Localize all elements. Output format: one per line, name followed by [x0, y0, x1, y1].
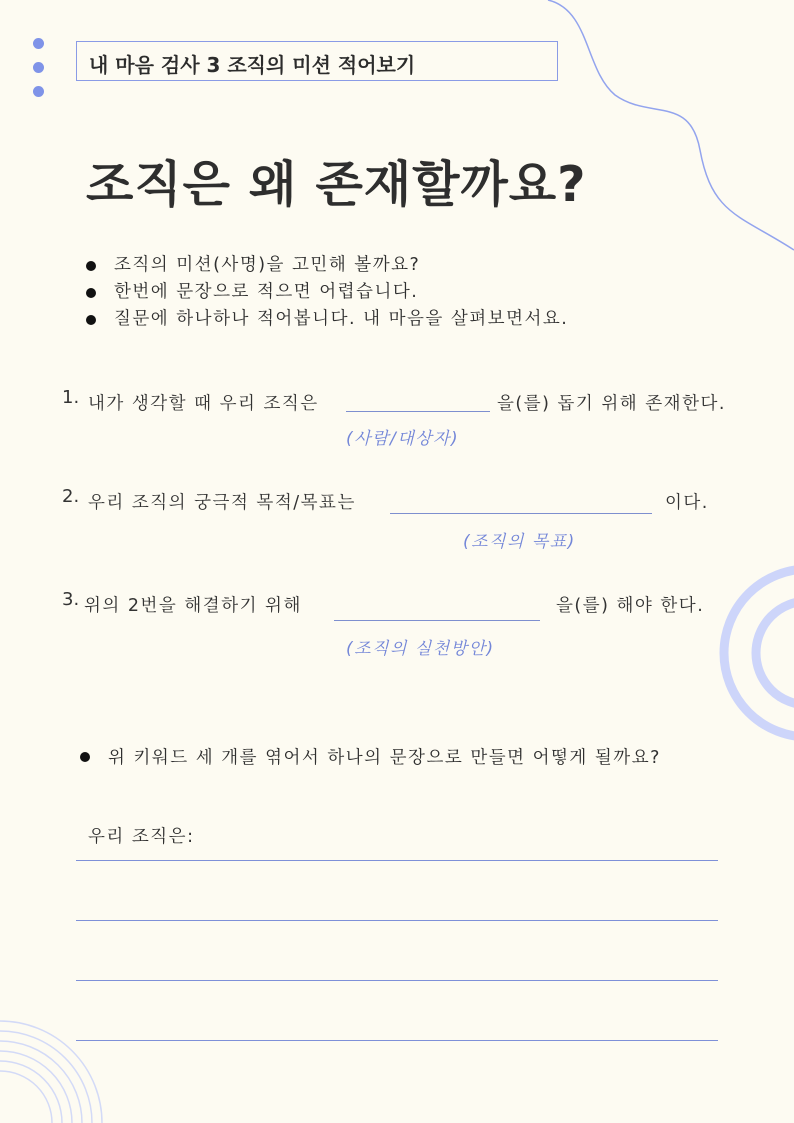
question-3-hint: (조직의 실천방안) [346, 639, 495, 659]
right-ring-inner [756, 601, 794, 705]
answer-line[interactable] [76, 920, 718, 921]
bullet-dot [80, 752, 90, 762]
question-2-suffix: 이다. [665, 493, 709, 513]
question-3-blank[interactable] [334, 620, 540, 621]
dot [33, 38, 44, 49]
summary-prompt-text: 위 키워드 세 개를 엮어서 하나의 문장으로 만들면 어떻게 될까요? [108, 748, 661, 768]
answer-line[interactable] [76, 860, 718, 861]
decorative-dots [33, 38, 44, 110]
intro-bullet [86, 252, 568, 279]
bullet-text: 조직의 미션(사명)을 고민해 볼까요? [114, 255, 421, 275]
answer-label: 우리 조직은: [88, 827, 195, 847]
question-3-suffix: 을(를) 해야 한다. [556, 596, 705, 616]
question-1-hint: (사람/대상자) [346, 429, 460, 449]
question-2-blank[interactable] [390, 513, 652, 514]
bullet-dot [86, 261, 96, 271]
bullet-dot [86, 288, 96, 298]
question-1-suffix: 을(를) 돕기 위해 존재한다. [497, 394, 726, 414]
intro-bullet [86, 279, 568, 306]
question-1-text: 내가 생각할 때 우리 조직은 [88, 394, 319, 414]
dot [33, 86, 44, 97]
summary-prompt [80, 744, 661, 769]
bullet-text: 한번에 문장으로 적으면 어렵습니다. [114, 282, 419, 302]
question-3-number: 3. [62, 589, 80, 610]
answer-line[interactable] [76, 980, 718, 981]
question-2-number: 2. [62, 486, 80, 507]
question-3-text: 위의 2번을 해결하기 위해 [84, 596, 302, 616]
intro-bullet-list [86, 252, 568, 333]
question-1-blank[interactable] [346, 411, 490, 412]
bullet-text: 질문에 하나하나 적어봅니다. 내 마음을 살펴보면서요. [114, 309, 569, 329]
bullet-dot [86, 315, 96, 325]
page-title: 조직은 왜 존재할까요? [86, 156, 587, 213]
header-label-box [76, 41, 558, 81]
bottom-left-arcs [0, 1021, 102, 1123]
question-1-number: 1. [62, 387, 80, 408]
answer-line[interactable] [76, 1040, 718, 1041]
dot [33, 62, 44, 73]
header-label: 내 마음 검사 3 조직의 미션 적어보기 [89, 53, 416, 77]
intro-bullet [86, 306, 568, 333]
question-2-hint: (조직의 목표) [463, 532, 576, 552]
question-2-text: 우리 조직의 궁극적 목적/목표는 [88, 493, 356, 513]
